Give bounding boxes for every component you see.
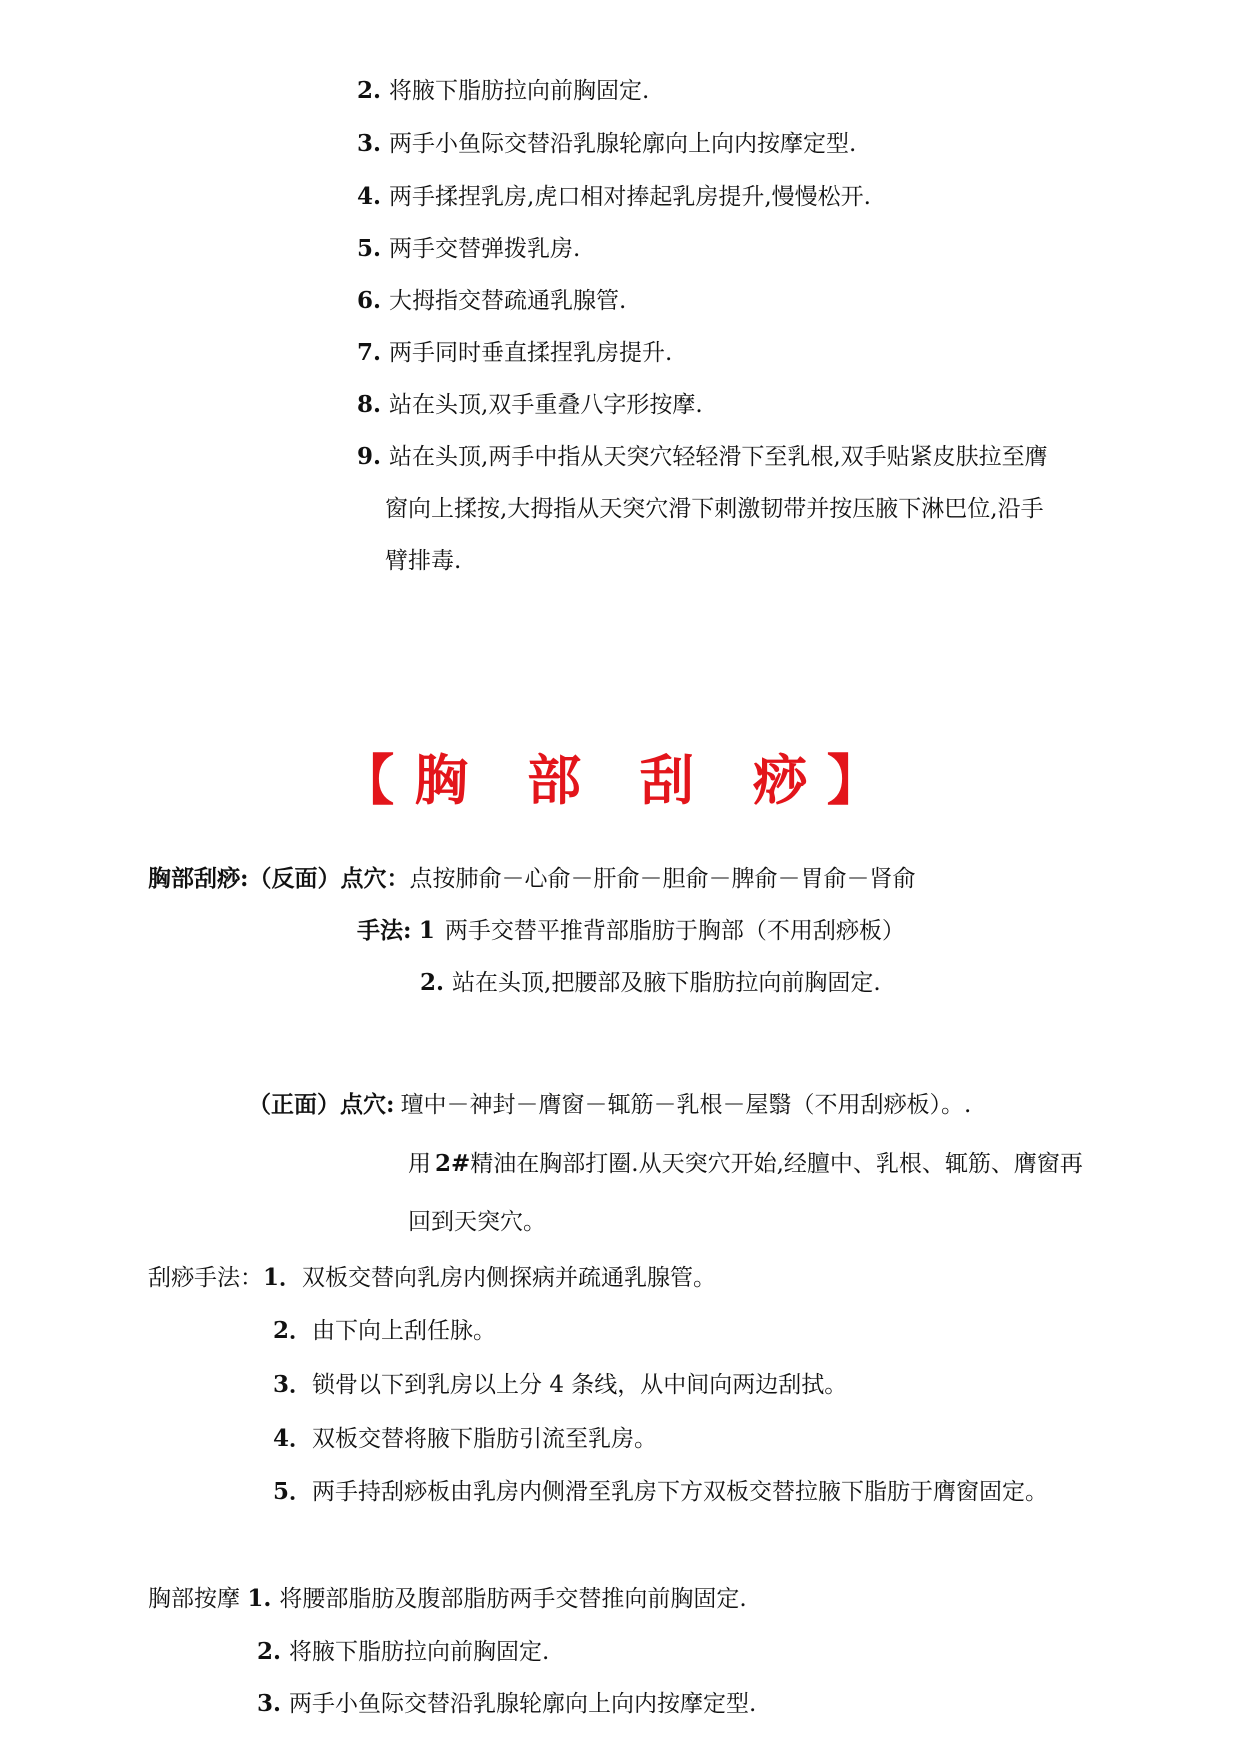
step-number: 1． <box>263 1264 303 1291</box>
scraping-step-5 <box>273 1477 1048 1507</box>
method-text: 两手交替平推背部脂肪于胸部（不用刮痧板） <box>444 918 905 944</box>
step-text: 将腰部脂肪及腹部脂肪两手交替推向前胸固定. <box>279 1586 747 1612</box>
step-text: 锁骨以下到乳房以上分 4 条线，从中间向两边刮拭。 <box>312 1372 848 1398</box>
scraping-step-2 <box>273 1316 496 1346</box>
step-text: 臂排毒. <box>385 548 462 574</box>
oil-code: 2# <box>435 1150 471 1177</box>
step-text: 双板交替向乳房内侧探病并疏通乳腺管。 <box>302 1265 717 1291</box>
step-text: 由下向上刮任脉。 <box>312 1318 497 1344</box>
massage-step-3 <box>257 1689 756 1719</box>
top-step-8 <box>357 390 703 420</box>
method-text: 站在头顶,把腰部及腋下脂肪拉向前胸固定. <box>452 970 881 996</box>
step-text: 站在头顶,两手中指从天突穴轻轻滑下至乳根,双手贴紧皮肤拉至膺 <box>389 444 1048 470</box>
top-step-4 <box>357 182 871 212</box>
oil-prefix: 用 <box>408 1151 431 1177</box>
step-number: 8. <box>357 391 382 418</box>
step-number: 1. <box>247 1585 272 1612</box>
step-number: 5． <box>273 1478 313 1505</box>
scraping-step-3 <box>273 1370 847 1400</box>
method-label: 手法: <box>357 917 412 944</box>
massage-label: 胸部按摩 <box>148 1586 240 1612</box>
step-text: 两手交替弹拨乳房. <box>389 236 581 262</box>
top-step-5 <box>357 234 580 264</box>
step-number: 7. <box>357 339 382 366</box>
oil-text-continued: 回到天突穴。 <box>408 1209 546 1235</box>
step-text: 两手持刮痧板由乳房内侧滑至乳房下方双板交替拉腋下脂肪于膺窗固定。 <box>312 1479 1049 1505</box>
top-step-9-cont-1 <box>385 494 1044 524</box>
top-step-9-cont-2 <box>385 546 461 576</box>
oil-text: 精油在胸部打圈.从天突穴开始,经膻中、乳根、辄筋、膺窗再 <box>470 1151 1083 1177</box>
back-side-label: （反面）点穴： <box>248 865 410 892</box>
front-oil-line-2 <box>408 1207 546 1237</box>
step-text: 将腋下脂肪拉向前胸固定. <box>389 78 650 104</box>
front-acupoints-line <box>248 1090 971 1120</box>
massage-step-1 <box>148 1584 747 1614</box>
front-side-label: （正面）点穴: <box>248 1091 395 1118</box>
top-step-9 <box>357 442 1048 472</box>
step-number: 2． <box>273 1317 313 1344</box>
scraping-step-4 <box>273 1424 657 1454</box>
back-acupoints-line <box>148 864 916 894</box>
step-text: 大拇指交替疏通乳腺管. <box>389 288 627 314</box>
step-text: 两手小鱼际交替沿乳腺轮廓向上向内按摩定型. <box>289 1691 757 1717</box>
step-text: 站在头顶,双手重叠八字形按摩. <box>389 392 703 418</box>
step-text: 将腋下脂肪拉向前胸固定. <box>289 1639 550 1665</box>
step-number: 3. <box>357 130 382 157</box>
method-number: 1 <box>418 917 435 944</box>
top-step-6 <box>357 286 626 316</box>
section-title <box>0 748 1241 812</box>
back-method-2 <box>420 968 881 998</box>
back-points-text: 点按肺俞－心俞－肝俞－胆俞－脾俞－胃俞－肾俞 <box>409 866 916 892</box>
massage-step-2 <box>257 1637 549 1667</box>
step-number: 2. <box>257 1638 282 1665</box>
step-number: 2. <box>357 77 382 104</box>
step-text: 两手小鱼际交替沿乳腺轮廓向上向内按摩定型. <box>389 131 857 157</box>
top-step-3 <box>357 129 856 159</box>
top-step-2 <box>357 76 649 106</box>
step-number: 9. <box>357 443 382 470</box>
top-step-7 <box>357 338 672 368</box>
step-text: 窗向上揉按,大拇指从天突穴滑下刺激韧带并按压腋下淋巴位,沿手 <box>385 496 1044 522</box>
step-number: 6. <box>357 287 382 314</box>
front-points-text: 璮中－神封－膺窗－辄筋－乳根－屋翳（不用刮痧板）。. <box>400 1092 972 1118</box>
scraping-step-1 <box>148 1263 716 1293</box>
step-number: 3. <box>257 1690 282 1717</box>
chest-scraping-label: 胸部刮痧: <box>148 865 249 892</box>
section-title-text: 【胸 部 刮 痧】 <box>340 748 901 812</box>
front-oil-line <box>408 1149 1083 1179</box>
scraping-label: 刮痧手法： <box>148 1265 263 1291</box>
step-text: 两手揉捏乳房,虎口相对捧起乳房提升,慢慢松开. <box>389 184 871 210</box>
step-number: 4. <box>357 183 382 210</box>
step-text: 双板交替将腋下脂肪引流至乳房。 <box>312 1426 658 1452</box>
back-method-1 <box>357 916 905 946</box>
method-number: 2. <box>420 969 445 996</box>
step-number: 3． <box>273 1371 313 1398</box>
step-number: 5. <box>357 235 382 262</box>
step-number: 4． <box>273 1425 313 1452</box>
step-text: 两手同时垂直揉捏乳房提升. <box>389 340 673 366</box>
